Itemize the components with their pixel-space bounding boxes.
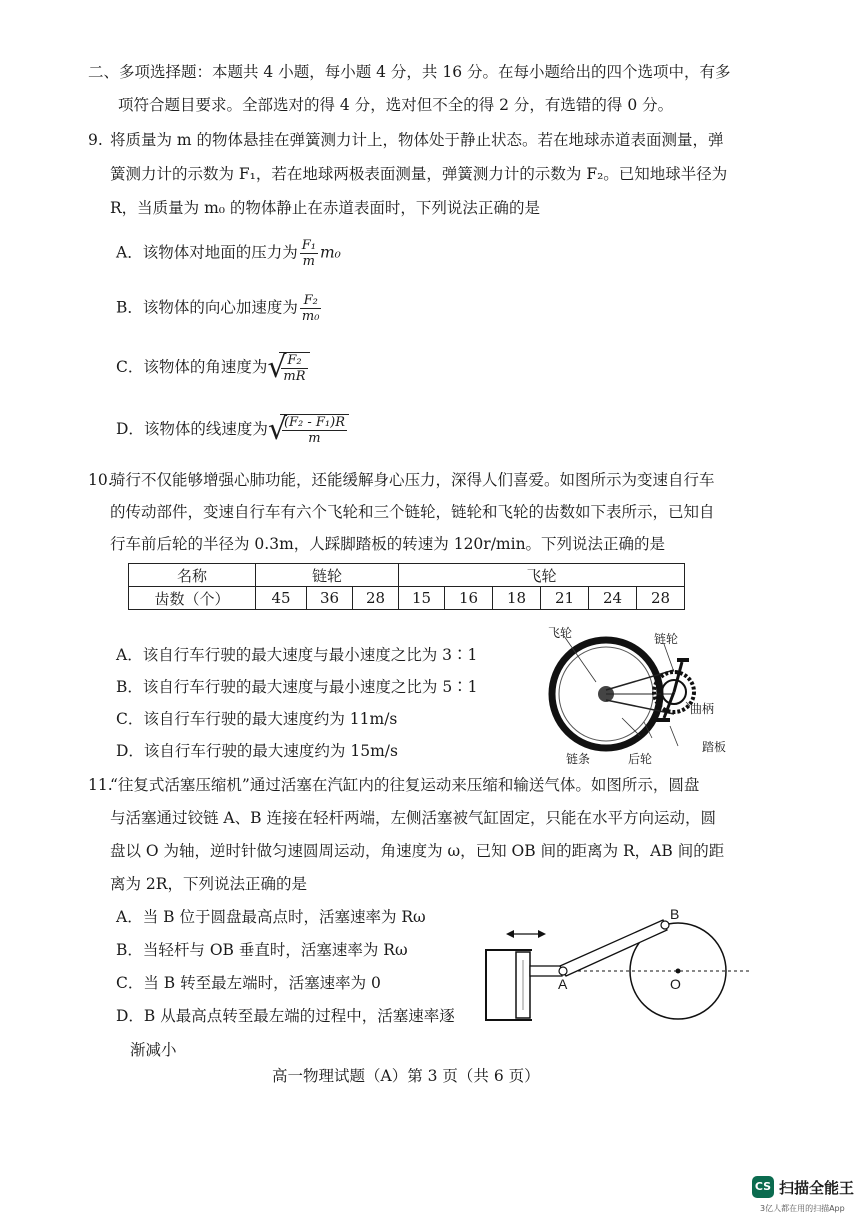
q9-option-c xyxy=(116,352,310,384)
table-cell: 28 xyxy=(353,587,399,610)
table-cell: 24 xyxy=(589,587,637,610)
scanner-logo-icon: CS xyxy=(752,1176,774,1198)
q10-number: 10. xyxy=(88,471,113,489)
q11-option-d-line2: 渐减小 xyxy=(130,1041,177,1059)
q9-stem-line3: R，当质量为 m₀ 的物体静止在赤道表面时，下列说法正确的是 xyxy=(110,199,540,217)
pedal-top xyxy=(677,658,689,662)
q11-number: 11. xyxy=(88,776,113,794)
q10-stem-line3: 行车前后轮的半径为 0.3m，人踩脚踏板的转速为 120r/min。下列说法正确的是 xyxy=(110,535,666,553)
q11-option-d-line1: D．B 从最高点转至最左端的过程中，活塞速率逐 xyxy=(116,1007,455,1025)
connecting-rod xyxy=(560,920,667,976)
q9-option-a-denominator: m xyxy=(302,254,315,269)
q9-stem-line2: 簧测力计的示数为 F₁，若在地球两极表面测量，弹簧测力计的示数为 F₂。已知地球半径为 xyxy=(110,165,728,183)
label-rear-wheel: 后轮 xyxy=(628,752,653,766)
q9-option-b-numerator: F₂ xyxy=(300,293,322,309)
label-crank: 曲柄 xyxy=(690,702,715,716)
q11-option-b: B．当轻杆与 OB 垂直时，活塞速率为 Rω xyxy=(116,941,408,959)
table-cell: 18 xyxy=(493,587,541,610)
arrow-left-head xyxy=(506,930,514,938)
q9-option-a-numerator: F₁ xyxy=(301,238,316,253)
q11-stem-line3: 盘以 O 为轴，逆时针做匀速圆周运动，角速度为 ω，已知 OB 间的距离为 R，AB 间的距 xyxy=(110,842,725,860)
arrow-right-head xyxy=(538,930,546,938)
crank-arm xyxy=(674,662,682,692)
scanner-brand: 扫描全能王 xyxy=(779,1179,855,1197)
table-cell: 36 xyxy=(307,587,353,610)
q9-option-c-text: C．该物体的角速度为 xyxy=(116,358,268,376)
q9-option-b xyxy=(116,293,323,324)
label-o: O xyxy=(670,976,681,992)
q9-option-b-fraction xyxy=(300,293,322,324)
table-row xyxy=(129,587,685,610)
table-cell: 45 xyxy=(256,587,307,610)
table-cell: 28 xyxy=(637,587,685,610)
scanner-slogan: 3亿人都在用的扫描App xyxy=(760,1204,845,1213)
chain-lower xyxy=(606,700,674,714)
hinge-a xyxy=(559,967,567,975)
q9-option-b-text: B．该物体的向心加速度为 xyxy=(116,298,298,317)
q11-stem-line2: 与活塞通过铰链 A、B 连接在轻杆两端，左侧活塞被气缸固定，只能在水平方向运动，圆 xyxy=(110,809,716,827)
table-cell: 21 xyxy=(541,587,589,610)
table-header-flywheel: 飞轮 xyxy=(399,564,685,587)
q10-option-a: A．该自行车行驶的最大速度与最小速度之比为 3∶1 xyxy=(116,646,478,664)
pedal-bottom xyxy=(656,718,670,722)
q10-option-c: C．该自行车行驶的最大速度约为 11m/s xyxy=(116,710,398,728)
table-row xyxy=(129,564,685,587)
q9-option-c-numerator: F₂ xyxy=(281,353,307,369)
q11-stem-line4: 离为 2R，下列说法正确的是 xyxy=(110,875,307,893)
section-header-line1: 二、多项选择题：本题共 4 小题，每小题 4 分，共 16 分。在每小题给出的四个选项中，有多 xyxy=(88,63,731,81)
q11-option-c: C．当 B 转至最左端时，活塞速率为 0 xyxy=(116,974,381,992)
gear-teeth-table xyxy=(128,563,685,610)
q9-option-d xyxy=(116,414,349,446)
table-header-name: 名称 xyxy=(129,564,256,587)
q9-option-b-denominator: m₀ xyxy=(301,309,320,324)
q11-option-a: A．当 B 位于圆盘最高点时，活塞速率为 Rω xyxy=(116,908,426,926)
q9-option-a xyxy=(116,238,341,269)
leader-chainring xyxy=(664,644,674,672)
label-pedal: 踏板 xyxy=(702,740,727,754)
label-b: B xyxy=(670,906,680,922)
axis-o xyxy=(676,969,681,974)
hinge-b xyxy=(661,921,669,929)
q10-option-d: D．该自行车行驶的最大速度约为 15m/s xyxy=(116,742,398,760)
q9-option-a-text: A．该物体对地面的压力为 xyxy=(116,243,298,262)
label-chainring: 链轮 xyxy=(654,632,679,646)
q10-stem-line2: 的传动部件，变速自行车有六个飞轮和三个链轮，链轮和飞轮的齿数如下表所示，已知自 xyxy=(110,503,715,521)
piston-compressor-figure xyxy=(482,900,752,1030)
q9-option-a-fraction xyxy=(300,238,318,269)
q10-option-b: B．该自行车行驶的最大速度与最小速度之比为 5∶1 xyxy=(116,678,478,696)
q9-stem-line1: 将质量为 m 的物体悬挂在弹簧测力计上，物体处于静止状态。若在地球赤道表面测量，弹 xyxy=(110,131,724,149)
label-a: A xyxy=(558,976,568,992)
table-header-chainring: 链轮 xyxy=(256,564,399,587)
label-flywheel: 飞轮 xyxy=(548,626,573,640)
label-chain: 链条 xyxy=(566,752,591,766)
piston-rod xyxy=(530,966,562,976)
leader-pedal xyxy=(670,726,678,746)
q9-option-d-text: D．该物体的线速度为 xyxy=(116,420,268,438)
table-label-count: 齿数（个） xyxy=(129,587,256,610)
q9-option-c-sqrt: √ $\frac{\text{F₂}}{mR}$ xyxy=(267,352,309,384)
section-header-line2: 项符合题目要求。全部选对的得 4 分，选对但不全的得 2 分，有选错的得 0 分。 xyxy=(118,96,674,114)
q9-option-c-denominator: mR xyxy=(283,369,306,384)
table-cell: 15 xyxy=(399,587,445,610)
q11-stem-line1: “往复式活塞压缩机”通过活塞在汽缸内的往复运动来压缩和输送气体。如图所示，圆盘 xyxy=(110,776,700,794)
q9-option-d-denominator: m xyxy=(308,431,321,446)
q9-option-d-numerator: (F₂ - F₁)R xyxy=(283,415,345,430)
page-footer: 高一物理试题（A）第 3 页（共 6 页） xyxy=(272,1067,540,1085)
q9-option-d-sqrt: √ $\frac{\text{(F₂ - F₁)R}}{m}$ xyxy=(268,414,349,446)
q9-option-a-tail: m₀ xyxy=(319,243,341,262)
q10-stem-line1: 骑行不仅能够增强心肺功能，还能缓解身心压力，深得人们喜爱。如图所示为变速自行车 xyxy=(110,471,715,489)
q9-number: 9. xyxy=(88,131,103,149)
table-cell: 16 xyxy=(445,587,493,610)
